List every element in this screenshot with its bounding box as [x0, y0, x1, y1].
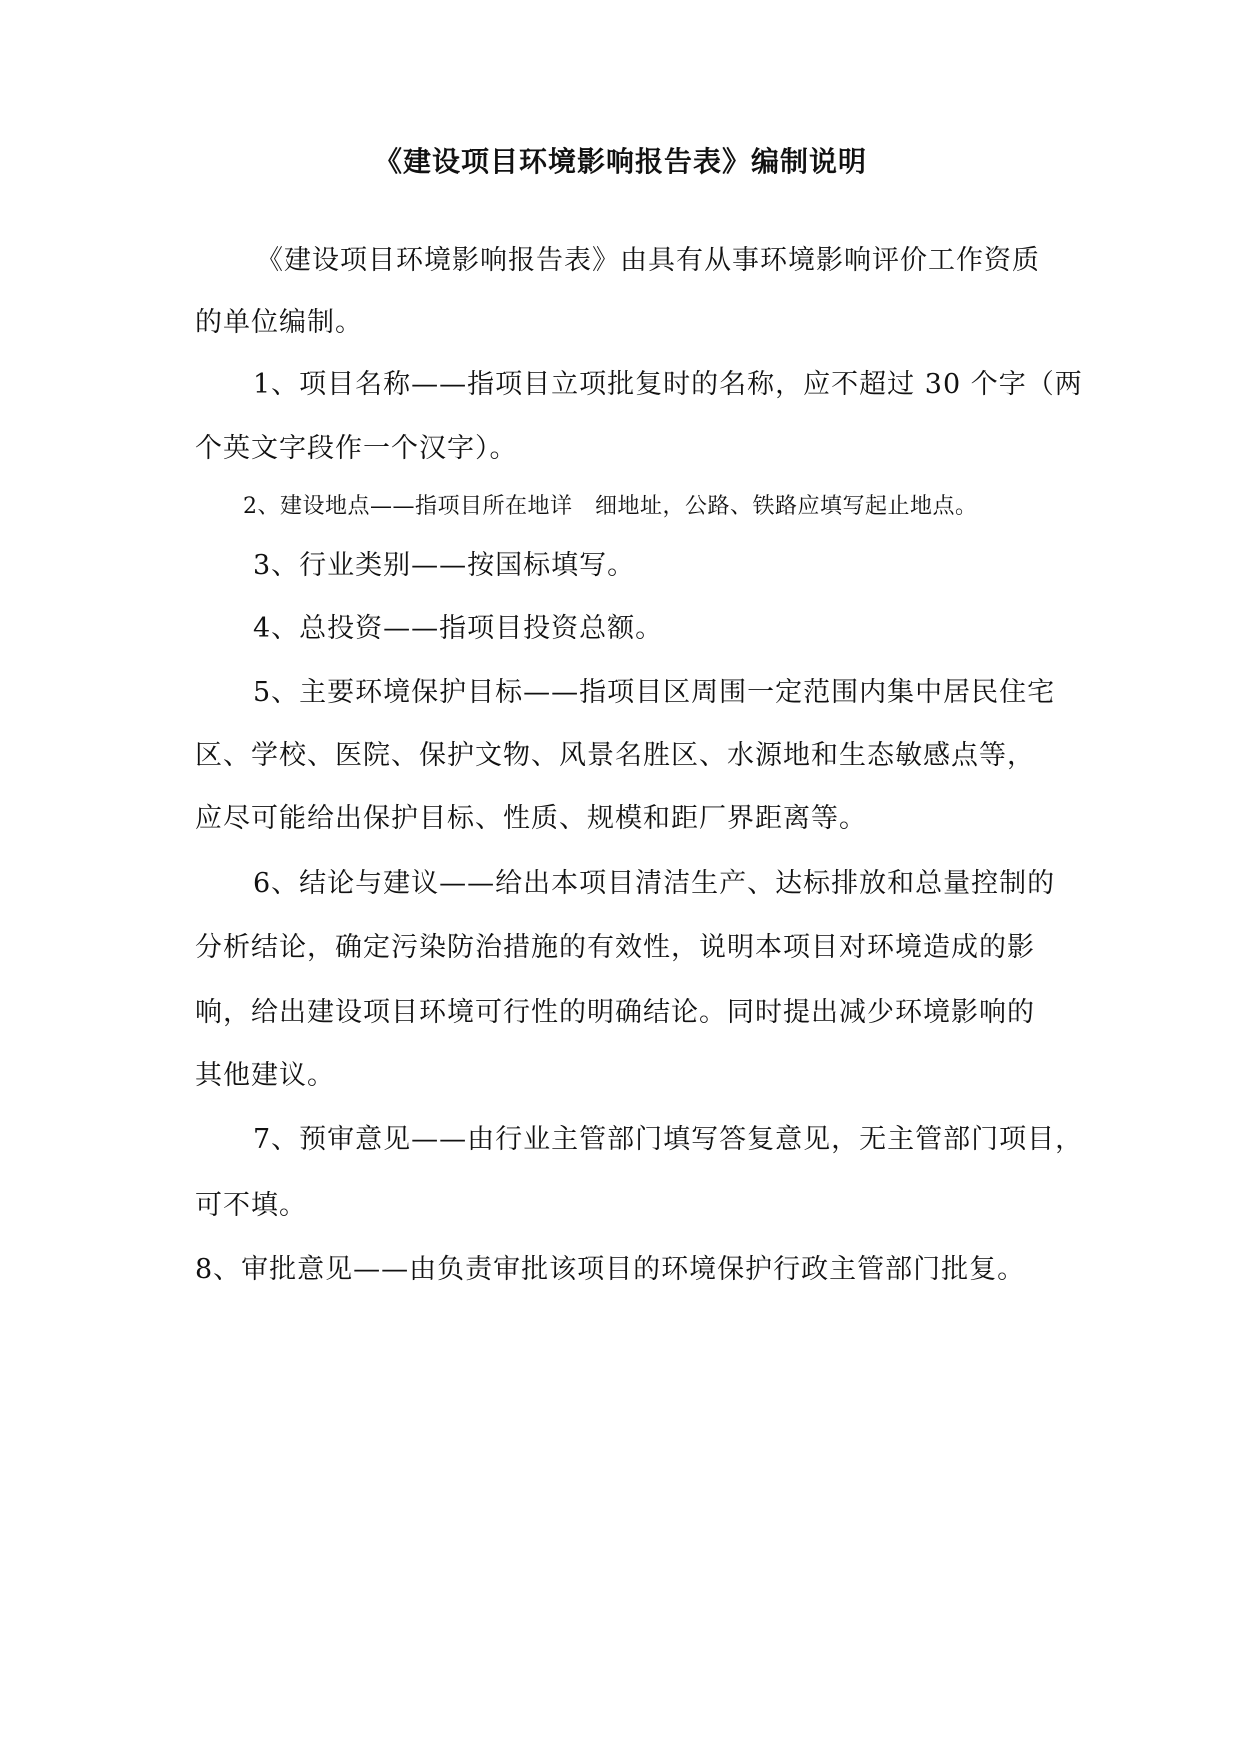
item-6-line-3: 响，给出建设项目环境可行性的明确结论。同时提出减少环境影响的 [195, 997, 1035, 1028]
item-6-line-4: 其他建议。 [195, 1060, 335, 1091]
document-title: 《建设项目环境影响报告表》编制说明 [373, 145, 867, 178]
item-5-line-2: 区、学校、医院、保护文物、风景名胜区、水源地和生态敏感点等， [195, 740, 1035, 771]
item-6-line-1: 6、结论与建议——给出本项目清洁生产、达标排放和总量控制的 [253, 868, 1056, 899]
item-8-line: 8、审批意见——由负责审批该项目的环境保护行政主管部门批复。 [195, 1254, 1026, 1285]
item-5-line-1: 5、主要环境保护目标——指项目区周围一定范围内集中居民住宅 [253, 677, 1056, 708]
item-1-line-1: 1、项目名称——指项目立项批复时的名称，应不超过 30 个字（两 [253, 369, 1083, 400]
item-2-line: 2、建设地点——指项目所在地详 细地址，公路、铁路应填写起止地点。 [243, 494, 978, 519]
intro-line-1: 《建设项目环境影响报告表》由具有从事环境影响评价工作资质 [256, 245, 1040, 276]
item-7-line-1: 7、预审意见——由行业主管部门填写答复意见，无主管部门项目， [253, 1124, 1084, 1155]
intro-line-2: 的单位编制。 [195, 307, 363, 338]
item-7-line-2: 可不填。 [195, 1190, 307, 1221]
item-4-line: 4、总投资——指项目投资总额。 [253, 613, 664, 644]
item-5-line-3: 应尽可能给出保护目标、性质、规模和距厂界距离等。 [195, 803, 867, 834]
item-6-line-2: 分析结论，确定污染防治措施的有效性，说明本项目对环境造成的影 [195, 932, 1035, 963]
item-3-line: 3、行业类别——按国标填写。 [253, 550, 636, 581]
item-1-line-2: 个英文字段作一个汉字）。 [195, 433, 518, 464]
